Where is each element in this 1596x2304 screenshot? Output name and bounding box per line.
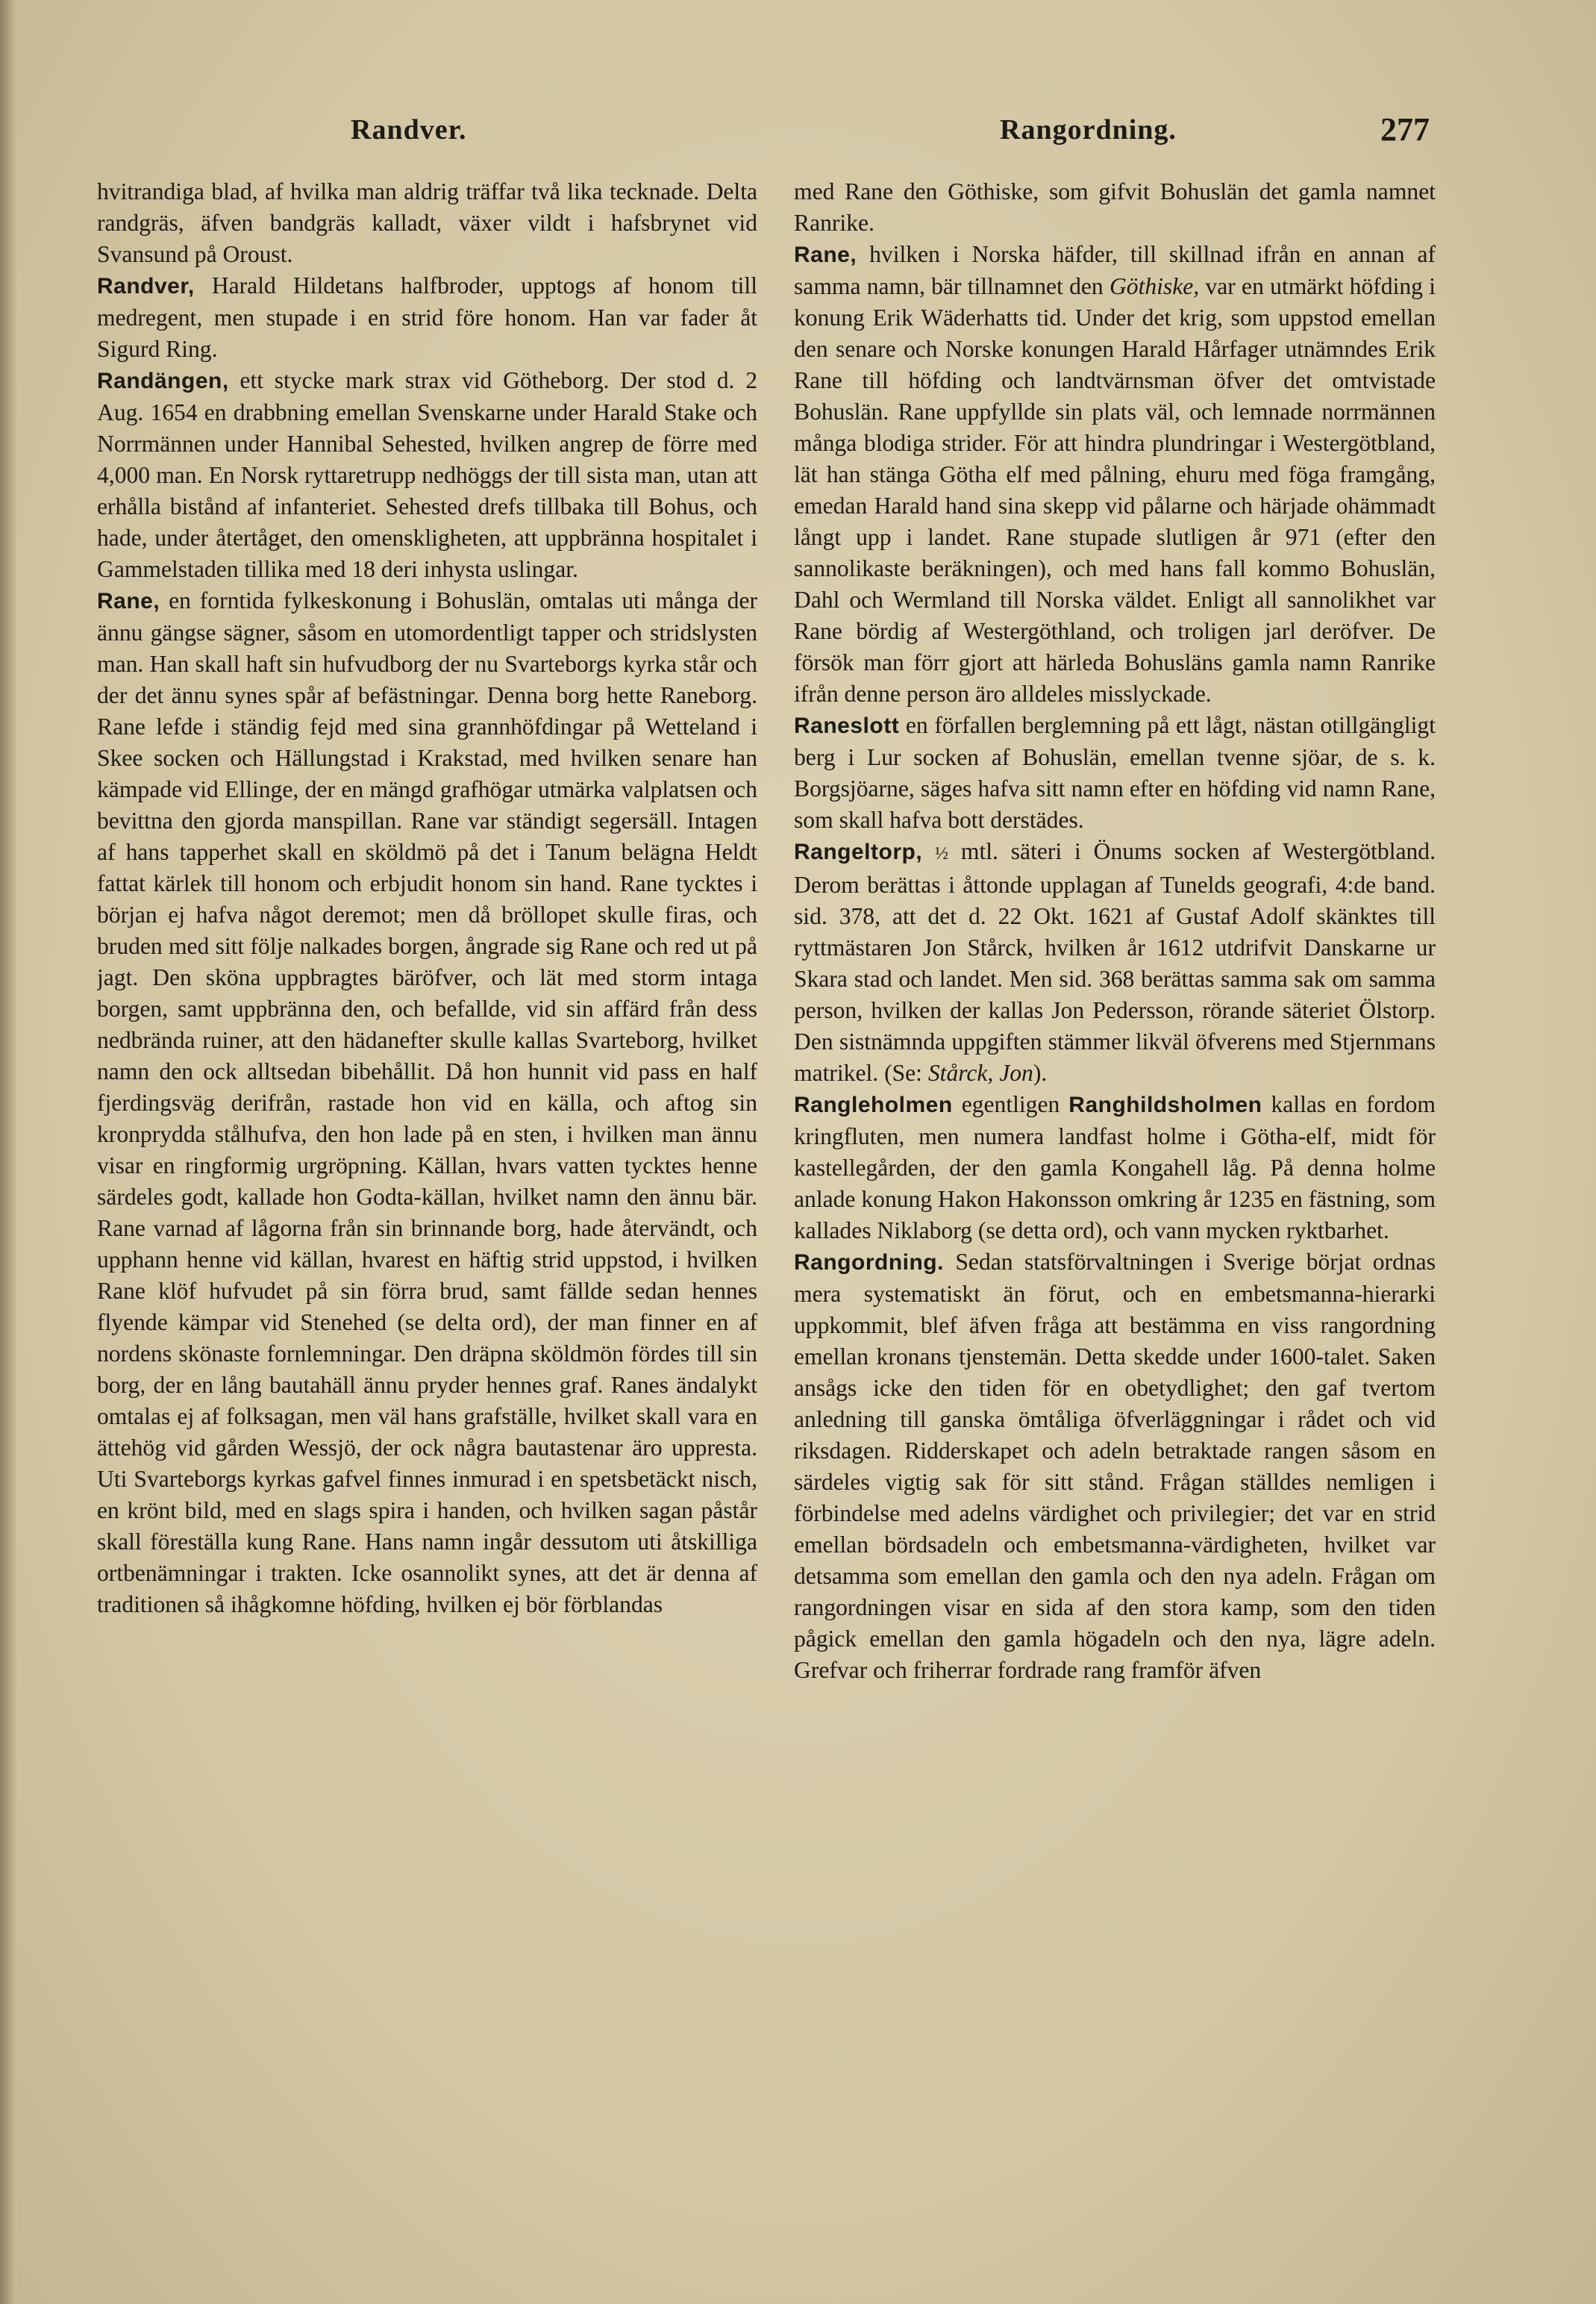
headword: Rangeltorp, [794,840,923,864]
continuation-text: med Rane den Göthiske, som gifvit Bohuslän det gamla namnet Ranrike. [794,178,1436,236]
running-head-right: Rangordning. [1000,114,1177,146]
entry-text: ett stycke mark strax vid Götheborg. Der stod d. 2 Aug. 1654 en drabbning emellan Svenskarne under Harald Stake och Norrmännen under Hannibal Sehested, hvilken angrep de förre med 4,000 man. En Norsk ryttaretrupp nedhöggs der till sista man, utan att erhålla bistånd af infanteriet. Sehested drefs tillbaka till Bohus, och hade, under återtåget, den omenskligheten, att uppbränna hospitalet i Gammelstaden tillika med 18 deri inhysta uslingar. [97,367,757,582]
entry-text: Sedan statsförvaltningen i Sverige börjat ordnas mera systematiskt än förut, och en embetsmanna-hierarki uppkommit, blef äfven fråga att bestämma en viss rangordning emellan kronans tjenstemän. Detta skedde under 1600-talet. Saken ansågs icke den tiden för en obetydlighet; den gaf tvertom anledning till ganska ömtåliga öfverläggningar i rådet och vid riksdagen. Ridderskapet och adeln betraktade rangen såsom en särdeles vigtig sak för sitt stånd. Frågan ställdes nemligen i förbindelse med adelns värdighet och privilegier; det var en strid emellan bördsadeln och embetsmanna-värdigheten, hvilket var detsamma som emellan den gamla och den nya adeln. Frågan om rangordningen visar en sida af den stora kamp, som den tiden pågick emellan den gamla högadeln och den nya, lägre adeln. Grefvar och friherrar fordrade rang framför äfven [794,1249,1436,1683]
headword: Randängen, [97,369,229,393]
entry-italic: Göthiske, [1109,273,1200,299]
entry-rane-2 [794,239,1436,710]
entry-italic: Stårck, Jon [927,1060,1033,1086]
entry-text: ). [1033,1060,1048,1086]
page-number: 277 [1380,111,1430,148]
headword: Rane, [97,589,160,614]
entry-raneslott [794,710,1436,836]
right-column [794,176,1436,2251]
left-column [97,176,757,2251]
entry-text: kallas en fordom kringfluten, men numera landfast holme i Götha-elf, midt för kastellegården, der den gamla Kongahell låg. På denna holme anlade konung Hakon Hakonsson omkring år 1235 en fästning, som kallades Niklaborg (se detta ord), och vann mycken ryktbarhet. [794,1091,1436,1243]
entry-text: Harald Hildetans halfbroder, upptogs af honom till medregent, men stupade i en strid före honom. Han var fader åt Sigurd Ring. [97,272,757,362]
entry-rangleholmen [794,1089,1436,1246]
headword: Randver, [97,274,195,299]
headword: Rangleholmen [794,1093,953,1117]
entry-rane-1 [97,585,757,1620]
headword: Rane, [794,243,857,267]
continuation-text: hvitrandiga blad, af hvilka man aldrig träffar två lika tecknade. Delta randgräs, äfven bandgräs kalladt, växer vildt i hafsbrynet vid Svansund på Oroust. [97,178,757,267]
running-head-left: Randver. [351,114,467,146]
entry-text: mtl. säteri i Önums socken af Westergötbland. Derom berättas i åttonde upplagan af Tunelds geografi, 4:de band. sid. 378, att det d. 22 Okt. 1621 af Gustaf Adolf skänktes till ryttmästaren Jon Stårck, hvilken år 1612 utdrifvit Danskarne ur Skara stad och landet. Men sid. 368 berättas samma sak om samma person, hvilken der kallas Jon Pedersson, rörande säteriet Ölstorp. Den sistnämnda uppgiften stämmer likväl öfverens med Stjernmans matrikel. (Se: [794,838,1436,1086]
entry-text: hvilken i Norska häfder, till skillnad ifrån en annan af samma namn, bär tillnamnet den [794,241,1436,299]
page-edge-shadow [0,0,16,2304]
headword-alt: Ranghildsholmen [1068,1093,1262,1117]
entry-randangen [97,365,757,585]
entry-text: var en utmärkt höfding i konung Erik Wäderhatts tid. Under det krig, som uppstod emellan den senare och Norske konungen Harald Hårfager utnämndes Erik Rane till höfding och landtvärnsman öfver det omtvistade Bohuslän. Rane uppfyllde sin plats väl, och lemnade norrmännen många blodiga strider. För att hindra plundringar i Westergötbland, lät han stänga Götha elf med pålning, ehuru med föga framgång, emedan Harald hand sina skepp vid pålarne och härjade ohämmadt långt upp i landet. Rane stupade slutligen år 971 (efter den sannolikaste beräkningen), och med hans fall kommo Bohuslän, Dahl och Wermland till Norska väldet. Enligt all sannolikhet var Rane bördig af Westergöthland, och troligen jarl deröfver. De försök man förr gjort att härleda Bohusläns gamla namn Ranrike ifrån denne person äro alldeles misslyckade. [794,273,1436,707]
headword: Raneslott [794,714,900,738]
entry-rangeltorp [794,836,1436,1089]
entry-text: egentligen [961,1091,1060,1117]
fraction: ½ [935,844,949,864]
headword: Rangordning. [794,1250,944,1275]
page-header [97,110,1440,155]
entry-randver [97,270,757,365]
entry-rangordning [794,1246,1436,1686]
entry-text: en forntida fylkeskonung i Bohuslän, omtalas uti många der ännu gängse sägner, såsom en utomordentligt tapper och stridslysten man. Han skall haft sin hufvudborg der nu Svarteborgs kyrka står och der det ännu synes spår af befästningar. Denna borg hette Raneborg. Rane lefde i ständig fejd med sina grannhöfdingar på Wetteland i Skee socken och Hällungstad i Krakstad, med hvilken senare han kämpade vid Ellinge, der en mängd grafhögar utmärka valplatsen och bevittna den gjorda manspillan. Rane var ständigt segersäll. Intagen af hans tapperhet skall en sköldmö på det i Tanum belägna Heldt fattat kärlek till honom och erbjudit honom sin hand. Rane tycktes i början ej hafva något deremot; men då bröllopet skulle firas, och bruden med sitt följe nalkades borgen, ångrade sig Rane och red ut på jagt. Den sköna uppbragtes bäröfver, och lät med storm intaga borgen, samt uppbränna den, och befallde, vid sin affärd från dess nedbrända ruiner, att den hädanefter skulle kallas Svarteborg, hvilket namn den ock alltsedan bibehållit. Då hon hunnit vid pass en half fjerdingsväg derifrån, rastade hon vid en källa, och aftog sin kronprydda stålhufva, den hon lade på en sten, i hvilken man ännu visar en ringformig urgröpning. Källan, hvars vatten tycktes henne särdeles godt, kallade hon Godta-källan, hvilket namn den ännu bär. Rane varnad af lågorna från sin brinnande borg, hade återvändt, och upphann henne vid källan, hvarest en häftig strid uppstod, i hvilken Rane klöf hufvudet på sin förra brud, samt fällde sedan hennes flyende kämpar vid Stenehed (se delta ord), der man finner en af nordens skönaste fornlemningar. Den dräpna sköldmön fördes till sin borg, der en lång bautahäll ännu pryder hennes graf. Ranes ändalykt omtalas ej af folksagan, men väl hans grafställe, hvilket skall vara en ättehög vid gården Wessjö, der ock några bautastenar äro uppresta. Uti Svarteborgs kyrkas gafvel finnes inmurad i en spetsbetäckt nisch, en krönt bild, med en slags spira i handen, och hvilken sagan påstår skall föreställa kung Rane. Hans namn ingår dessutom uti åtskilliga ortbenämningar i trakten. Icke osannolikt synes, att det är denna af traditionen så ihågkomne höfding, hvilken ej bör förblandas [97,587,757,1617]
entry-text: en förfallen berglemning på ett lågt, nästan otillgängligt berg i Lur socken af Bohuslän, emellan tvenne sjöar, de s. k. Borgsjöarne, säges hafva sitt namn efter en höfding vid namn Rane, som skall hafva bott derstädes. [794,712,1436,833]
